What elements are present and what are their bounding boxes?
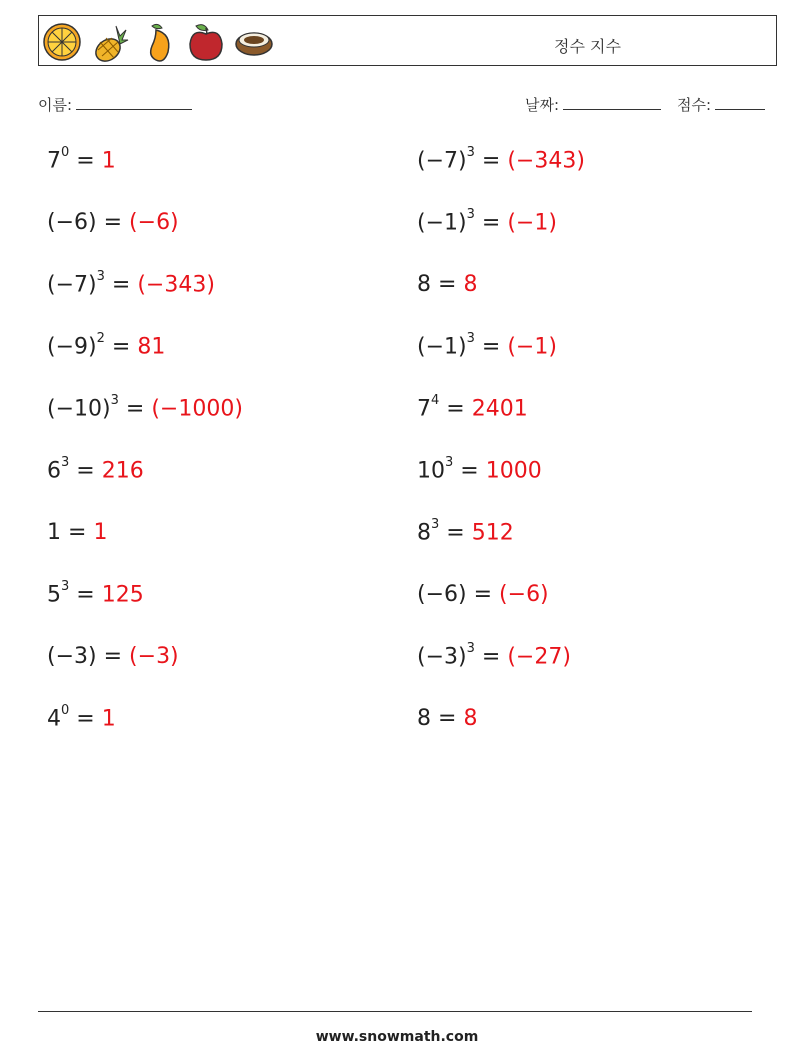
mango-icon: [138, 20, 178, 64]
problem-item: [47, 331, 166, 360]
problem-item: [47, 644, 179, 669]
problem-exponent: 2: [96, 331, 105, 346]
date-label: 날짜:: [525, 96, 560, 114]
problem-item: [417, 582, 549, 607]
problem-answer: 125: [101, 582, 144, 608]
score-label: 점수:: [677, 96, 712, 114]
problem-answer: 216: [101, 458, 144, 484]
problem-exponent: 3: [61, 455, 70, 470]
problem-base: 8: [417, 706, 431, 731]
problem-base: (−6): [47, 210, 97, 235]
equals-sign: =: [481, 210, 501, 236]
problem-answer: (−27): [507, 644, 571, 670]
problem-item: [417, 145, 585, 174]
problem-item: [47, 145, 116, 174]
date-line[interactable]: [563, 95, 661, 110]
problem-exponent: 3: [466, 145, 475, 160]
problem-base: (−7): [417, 148, 467, 174]
equals-sign: =: [111, 334, 131, 360]
equals-sign: =: [438, 706, 457, 731]
problem-answer: (−343): [137, 272, 215, 298]
problem-item: [47, 393, 243, 422]
problem-base: (−6): [417, 582, 467, 607]
name-field: [38, 94, 192, 115]
problem-item: [417, 455, 542, 484]
problem-base: (−1): [417, 210, 467, 236]
problem-base: (−3): [47, 644, 97, 669]
problem-answer: 1: [101, 706, 116, 732]
problem-exponent: 3: [431, 517, 440, 532]
score-line[interactable]: [715, 95, 765, 110]
fruit-icons: [42, 20, 282, 64]
date-field: [525, 94, 661, 115]
problem-item: [417, 517, 514, 546]
problem-base: 7: [47, 148, 61, 174]
equals-sign: =: [438, 272, 457, 297]
problem-answer: 2401: [471, 396, 528, 422]
problem-item: [47, 579, 144, 608]
problem-answer: 1000: [485, 458, 542, 484]
footer-website: www.snowmath.com: [315, 1029, 479, 1045]
problem-exponent: 3: [96, 269, 105, 284]
orange-icon: [42, 20, 82, 64]
problem-exponent: 0: [61, 145, 70, 160]
problem-answer: (−1000): [151, 396, 243, 422]
footer-divider: [38, 1011, 752, 1012]
equals-sign: =: [76, 148, 95, 174]
problem-item: [417, 706, 477, 731]
name-label: 이름:: [38, 96, 73, 114]
equals-sign: =: [111, 272, 131, 298]
problem-base: 8: [417, 520, 431, 546]
coconut-icon: [234, 20, 274, 64]
equals-sign: =: [76, 582, 95, 608]
problem-exponent: 3: [110, 393, 119, 408]
apple-icon: [186, 20, 226, 64]
problem-answer: 8: [463, 706, 478, 731]
problem-base: (−10): [47, 396, 111, 422]
equals-sign: =: [481, 148, 501, 174]
equals-sign: =: [76, 706, 95, 732]
problem-item: [417, 331, 557, 360]
problem-base: 10: [417, 458, 445, 484]
equals-sign: =: [473, 582, 493, 607]
problem-exponent: 3: [466, 641, 475, 656]
problem-item: [417, 641, 571, 670]
score-field: [677, 94, 765, 115]
problem-item: [417, 393, 528, 422]
problem-base: 6: [47, 458, 61, 484]
problem-base: 1: [47, 520, 61, 545]
problem-exponent: 3: [445, 455, 454, 470]
problem-base: 7: [417, 396, 431, 422]
header-box: [38, 15, 777, 66]
problem-base: 5: [47, 582, 61, 608]
problem-exponent: 0: [61, 703, 70, 718]
problem-base: 4: [47, 706, 61, 732]
equals-sign: =: [446, 520, 465, 546]
problem-answer: 81: [137, 334, 166, 360]
problem-answer: 512: [471, 520, 514, 546]
problem-base: 8: [417, 272, 431, 297]
equals-sign: =: [103, 210, 123, 235]
problem-item: [417, 272, 477, 297]
problem-answer: 1: [93, 520, 108, 545]
equals-sign: =: [68, 520, 87, 545]
equals-sign: =: [460, 458, 479, 484]
problem-exponent: 3: [466, 331, 475, 346]
problem-item: [47, 520, 107, 545]
problem-answer: (−6): [499, 582, 549, 607]
equals-sign: =: [103, 644, 123, 669]
equals-sign: =: [481, 334, 501, 360]
equals-sign: =: [125, 396, 145, 422]
name-line[interactable]: [76, 95, 192, 110]
worksheet-title: 정수 지수: [554, 37, 621, 56]
problem-answer: (−1): [507, 210, 557, 236]
problem-item: [47, 703, 116, 732]
problem-item: [417, 207, 557, 236]
problem-base: (−3): [417, 644, 467, 670]
problem-base: (−1): [417, 334, 467, 360]
problem-item: [47, 455, 144, 484]
pineapple-icon: [90, 20, 130, 64]
problem-item: [47, 269, 215, 298]
problem-item: [47, 210, 179, 235]
problem-base: (−9): [47, 334, 97, 360]
problem-answer: (−343): [507, 148, 585, 174]
problem-exponent: 3: [466, 207, 475, 222]
problem-exponent: 4: [431, 393, 440, 408]
equals-sign: =: [446, 396, 465, 422]
problem-answer: (−3): [129, 644, 179, 669]
problem-answer: 1: [101, 148, 116, 174]
problem-answer: (−6): [129, 210, 179, 235]
problem-answer: 8: [463, 272, 478, 297]
problem-exponent: 3: [61, 579, 70, 594]
equals-sign: =: [76, 458, 95, 484]
problem-answer: (−1): [507, 334, 557, 360]
equals-sign: =: [481, 644, 501, 670]
problem-base: (−7): [47, 272, 97, 298]
